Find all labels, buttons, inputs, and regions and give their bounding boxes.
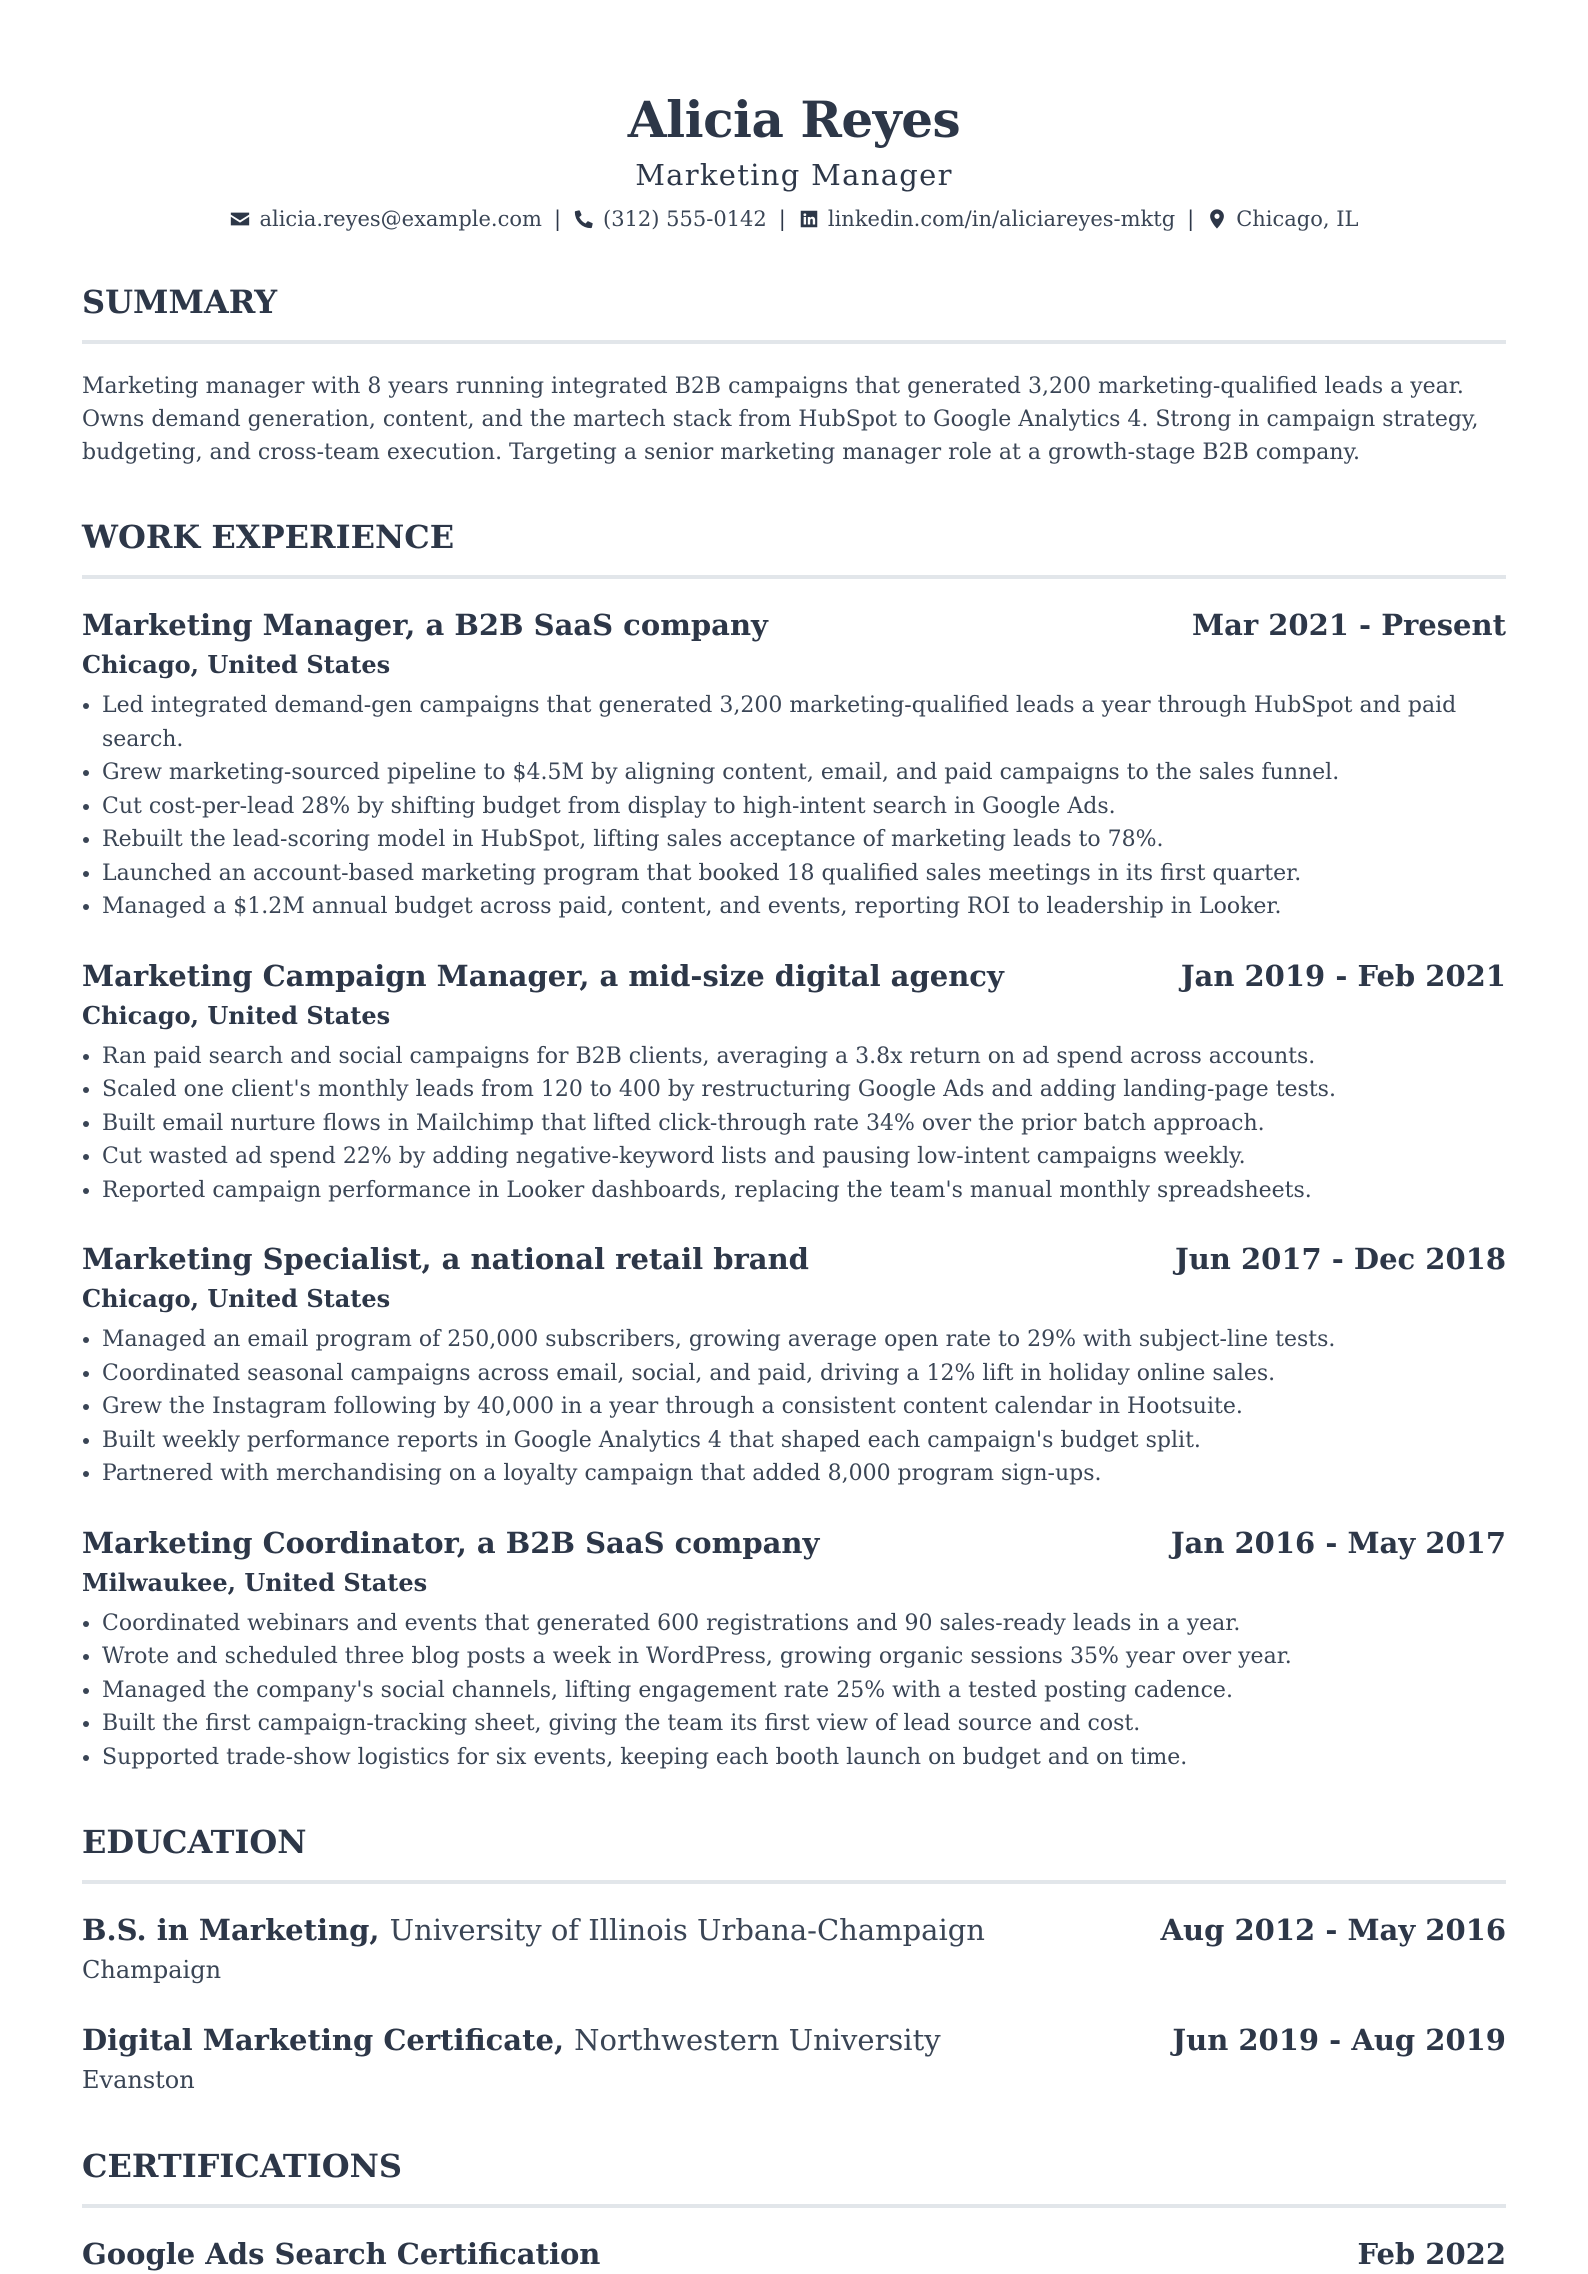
job-date: Jun 2017 - Dec 2018 (1175, 1242, 1506, 1276)
contact-separator: | (778, 207, 786, 231)
contact-location (1206, 204, 1358, 234)
contact-email[interactable] (229, 204, 541, 234)
bullet-item: • Managed a $1.2M annual budget across paid, content, and events, reporting ROI to leadership in Looker. (102, 890, 1506, 924)
job-title: Marketing Coordinator, a B2B SaaS company (82, 1525, 820, 1560)
job-entry (82, 956, 1506, 1208)
bullet-item: • Led integrated demand-gen campaigns that generated 3,200 marketing-qualified leads a year through HubSpot and paid search. (102, 689, 1506, 756)
section-title: WORK EXPERIENCE (82, 515, 1506, 579)
bullet-item: • Cut wasted ad spend 22% by adding negative-keyword lists and pausing low-intent campaigns weekly. (102, 1140, 1506, 1174)
bullet-item: • Managed an email program of 250,000 subscribers, growing average open rate to 29% with subject-line tests. (102, 1323, 1506, 1357)
resume-header (82, 0, 1506, 234)
education-location: Evanston (82, 2066, 195, 2094)
section-title: CERTIFICATIONS (82, 2144, 1506, 2208)
section-title: SUMMARY (82, 280, 1506, 344)
job-entry (82, 1239, 1506, 1491)
school-name: Northwestern University (574, 2023, 941, 2057)
job-date: Mar 2021 - Present (1191, 608, 1506, 642)
summary-text: Marketing manager with 8 years running integrated B2B campaigns that generated 3,200 marketing-qualified leads a year. Owns demand generation, content, and the martech stack from HubSpot to Google Analytics 4. Strong in campaign strategy, budgeting, and cross-team execution. Targeting a senior marketing manager role at a growth-stage B2B company. (82, 374, 1479, 465)
bullet-item: • Wrote and scheduled three blog posts a week in WordPress, growing organic sessions 35% year over year. (102, 1640, 1506, 1674)
bullet-item: • Launched an account-based marketing program that booked 18 qualified sales meetings in its first quarter. (102, 857, 1506, 891)
contact-separator: | (553, 207, 562, 231)
job-bullets (82, 689, 1506, 924)
certification-date: Feb 2022 (1357, 2237, 1506, 2271)
bullet-item: • Cut cost-per-lead 28% by shifting budget from display to high-intent search in Google Ads. (102, 790, 1506, 824)
job-location: Chicago, United States (82, 1000, 391, 1030)
job-bullets (82, 1323, 1506, 1491)
bullet-item: • Managed the company's social channels, lifting engagement rate 25% with a tested posting cadence. (102, 1674, 1506, 1708)
bullet-item: • Scaled one client's monthly leads from 120 to 400 by restructuring Google Ads and adding landing-page tests. (102, 1073, 1506, 1107)
education-entry (82, 2020, 1506, 2098)
education-date: Aug 2012 - May 2016 (1160, 1913, 1506, 1947)
section-title: EDUCATION (82, 1820, 1506, 1884)
bullet-item: • Built email nurture flows in Mailchimp that lifted click-through rate 34% over the prior batch approach. (102, 1107, 1506, 1141)
job-bullets (82, 1040, 1506, 1208)
contact-phone[interactable] (573, 204, 767, 234)
job-location: Milwaukee, United States (82, 1567, 428, 1597)
certification-entry (82, 2234, 1506, 2274)
summary-section (82, 280, 1506, 469)
job-location: Chicago, United States (82, 650, 391, 679)
contact-separator: | (1187, 207, 1195, 231)
contact-line (82, 204, 1506, 234)
degree-name: B.S. in Marketing, (82, 1913, 380, 1947)
bullet-item: • Coordinated seasonal campaigns across email, social, and paid, driving a 12% lift in holiday online sales. (102, 1357, 1506, 1391)
job-title: Marketing Specialist, a national retail brand (82, 1242, 809, 1276)
job-location: Chicago, United States (82, 1284, 391, 1313)
bullet-item: • Ran paid search and social campaigns for B2B clients, averaging a 3.8x return on ad spend across accounts. (102, 1040, 1506, 1074)
education-entry (82, 1910, 1506, 1988)
linkedin-icon (798, 208, 820, 230)
certification-name: Google Ads Search Certification (82, 2237, 601, 2271)
linkedin-text[interactable]: linkedin.com/in/aliciareyes-mktg (827, 207, 1176, 231)
bullet-item: • Reported campaign performance in Looker dashboards, replacing the team's manual monthly spreadsheets. (102, 1174, 1506, 1208)
experience-section (82, 515, 1506, 1774)
location-text: Chicago, IL (1236, 207, 1359, 231)
job-title: Marketing Manager, a B2B SaaS company (82, 608, 768, 642)
bullet-item: • Grew marketing-sourced pipeline to $4.5M by aligning content, email, and paid campaigns to the sales funnel. (102, 756, 1506, 790)
bullet-item: • Built weekly performance reports in Google Analytics 4 that shaped each campaign's budget split. (102, 1424, 1506, 1458)
job-bullets (82, 1607, 1506, 1775)
education-location: Champaign (82, 1956, 222, 1984)
email-text[interactable]: alicia.reyes@example.com (259, 207, 542, 231)
bullet-item: • Grew the Instagram following by 40,000 in a year through a consistent content calendar in Hootsuite. (102, 1390, 1506, 1424)
phone-icon (573, 208, 595, 230)
bullet-item: • Partnered with merchandising on a loyalty campaign that added 8,000 program sign-ups. (102, 1457, 1506, 1491)
school-name: University of Illinois Urbana-Champaign (389, 1913, 985, 1947)
job-entry (82, 605, 1506, 924)
bullet-item: • Coordinated webinars and events that generated 600 registrations and 90 sales-ready leads in a year. (102, 1607, 1506, 1641)
map-pin-icon (1206, 208, 1228, 230)
person-headline: Marketing Manager (635, 158, 953, 192)
phone-text[interactable]: (312) 555-0142 (603, 207, 767, 231)
job-title: Marketing Campaign Manager, a mid-size digital agency (82, 958, 1004, 993)
bullet-item: • Rebuilt the lead-scoring model in HubSpot, lifting sales acceptance of marketing leads to 78%. (102, 823, 1506, 857)
degree-name: Digital Marketing Certificate, (82, 2023, 565, 2057)
person-name: Alicia Reyes (627, 90, 961, 149)
bullet-item: • Built the first campaign-tracking sheet, giving the team its first view of lead source and cost. (102, 1707, 1506, 1741)
bullet-item: • Supported trade-show logistics for six events, keeping each booth launch on budget and on time. (102, 1741, 1506, 1775)
education-section (82, 1820, 1506, 2098)
job-date: Jan 2019 - Feb 2021 (1180, 958, 1506, 993)
certifications-section (82, 2144, 1506, 2274)
job-entry (82, 1523, 1506, 1775)
education-date: Jun 2019 - Aug 2019 (1172, 2023, 1506, 2057)
contact-linkedin[interactable] (798, 204, 1175, 234)
envelope-icon (229, 208, 251, 230)
job-date: Jan 2016 - May 2017 (1170, 1525, 1506, 1560)
